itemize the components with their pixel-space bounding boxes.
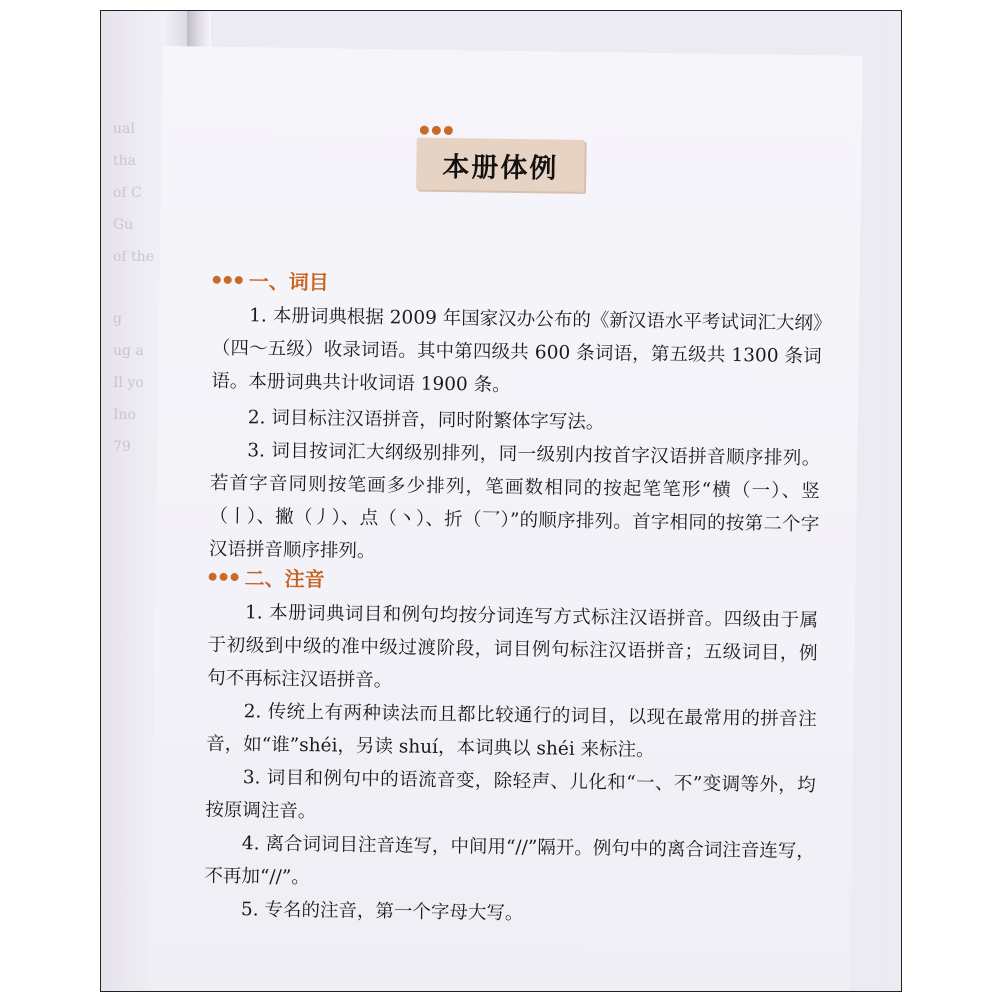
section-dots-icon: [209, 572, 239, 580]
page-edge-shadow: [861, 11, 901, 991]
paragraph: 5. 专名的注音，第一个字母大写。: [240, 899, 524, 925]
paragraph: 2. 词目标注汉语拼音，同时附繁体字写法。: [247, 407, 605, 434]
section-heading-zhu-yin: [208, 562, 324, 593]
paragraph: 1. 本册词典词目和例句均按分词连写方式标注汉语拼音。四级由于属于初级到中级的准中级过渡阶段，词目例句标注汉语拼音；五级词目，例句不再标注汉语拼音。: [207, 602, 819, 692]
title-dots-icon: [420, 126, 453, 135]
right-page: [150, 46, 863, 992]
paragraph: 2. 传统上有两种读法而且都比较通行的词目，以现在最常用的拼音注音，如“谁”shéi，另读 shuí，本词典以 shéi 来标注。: [206, 701, 817, 761]
photo-frame: [100, 10, 902, 992]
section-heading-ci-mu: [213, 265, 329, 296]
title-box: [416, 138, 585, 192]
section-dots-icon: [213, 275, 243, 283]
section-heading-label: 一、词目: [248, 269, 329, 295]
paragraph: 1. 本册词典根据 2009 年国家汉办公布的《新汉语水平考试词汇大纲》（四～五级）收录词语。其中第四级共 600 条词语，第五级共 1300 条词语。本册词典共计收词语 1900 条。: [211, 305, 823, 396]
left-page-bleed-text: ual tha of C Gu of the: [113, 121, 154, 265]
paragraph: 3. 词目和例句中的语流音变，除轻声、儿化和“一、不”变调等外，均按原调注音。: [205, 767, 816, 823]
section-heading-label: 二、注音: [244, 566, 325, 592]
page-title: 本册体例: [442, 151, 559, 185]
paragraph: 4. 离合词词目注音连写，中间用“//”隔开。例句中的离合词注音连写，不再加“//”。: [204, 833, 815, 889]
left-page-bleed-text-2: g ug a Il yo Ino 79: [113, 311, 144, 455]
paragraph: 3. 词目按词汇大纲级别排列，同一级别内按首字汉语拼音顺序排列。若首字音同则按笔画多少排列，笔画数相同的按起笔笔形“横（一）、竖（丨）、撇（丿）、点（丶）、折（乛）”的顺序排列。首字相同的按第二个字汉语拼音顺序排列。: [208, 440, 821, 563]
